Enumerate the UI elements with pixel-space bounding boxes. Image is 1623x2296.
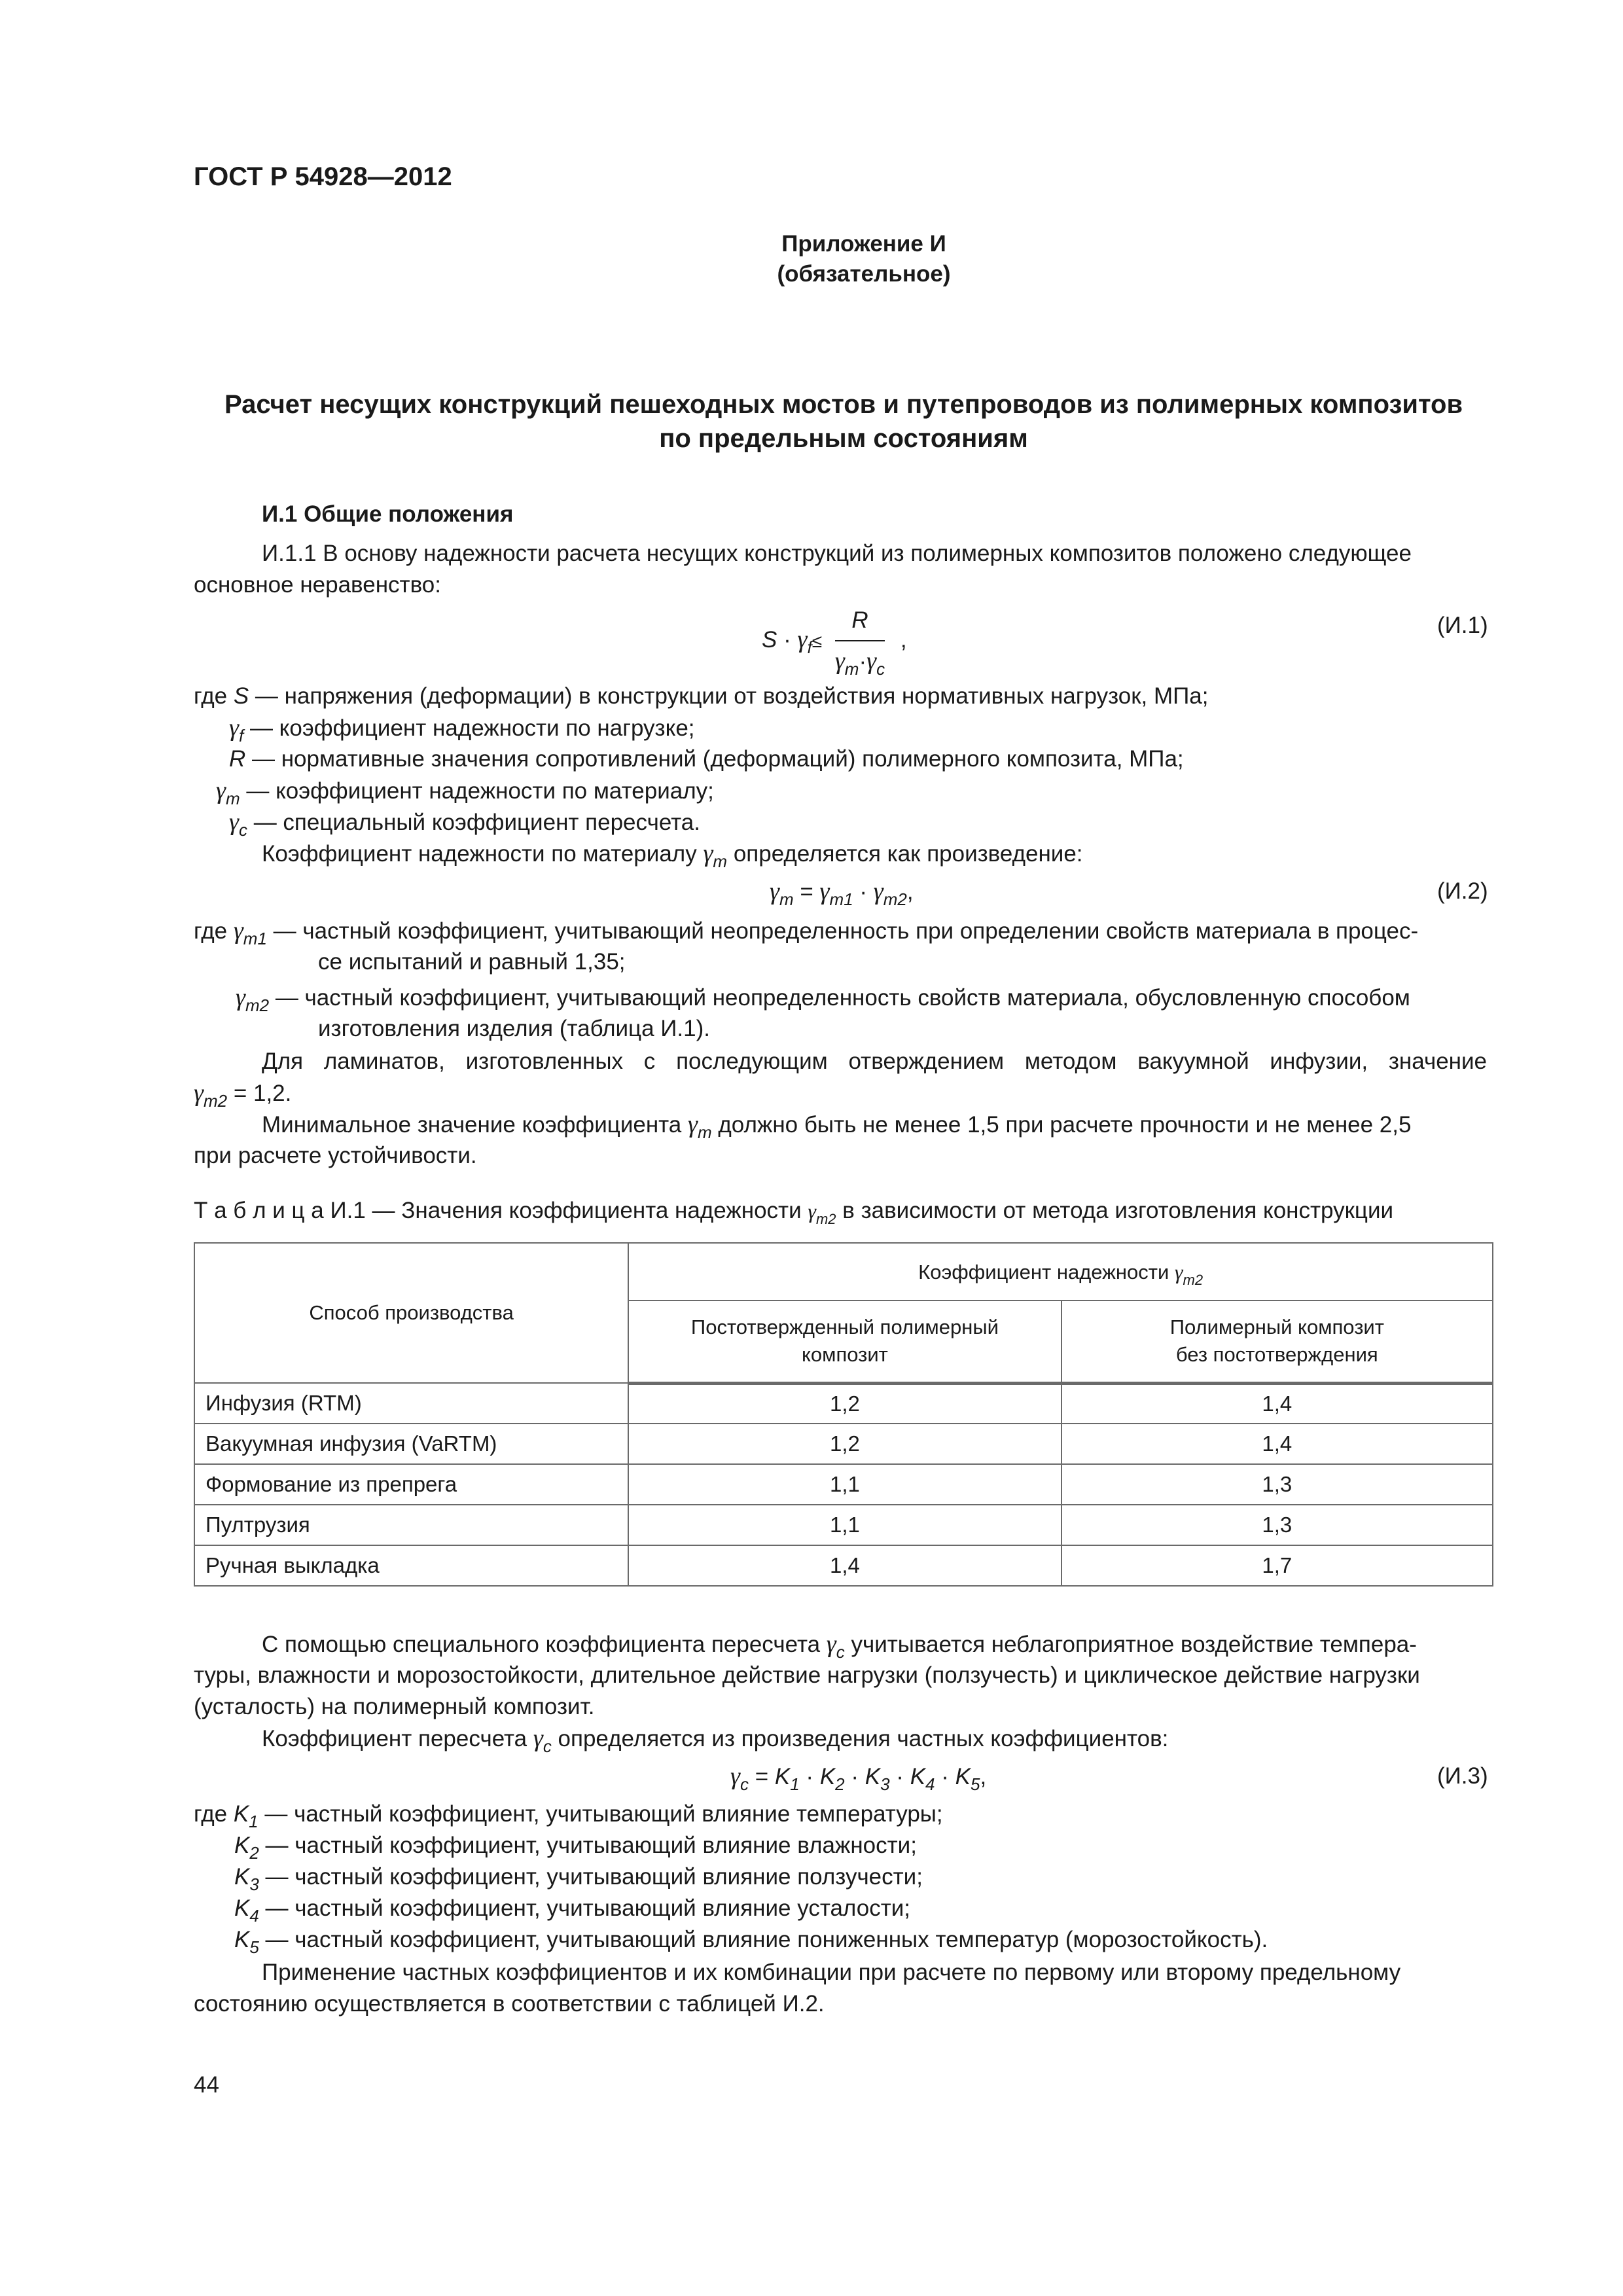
cell-not-postcured: 1,3 xyxy=(1061,1464,1493,1505)
paragraph-5-line1: С помощью специального коэффициента пересчета $\gamma_c$ учитывается неблагоприятное воздействие темпера- xyxy=(262,1630,1417,1662)
equation-1-number: (И.1) xyxy=(1437,613,1488,638)
appendix-status: (обязательное) xyxy=(777,261,951,287)
paragraph-3-line1: Для ламинатов, изготовленных с последующим отверждением методом вакуумной инфузии, значение xyxy=(262,1049,1487,1074)
table-row xyxy=(194,1505,1493,1545)
paragraph-7-line1: Применение частных коэффициентов и их комбинации при расчете по первому или второму предельному xyxy=(262,1960,1401,1985)
def-gamma-f: $\gamma_f$ — коэффициент надежности по нагрузке; xyxy=(229,714,695,745)
main-title-line1: Расчет несущих конструкций пешеходных мостов и путепроводов из полимерных композитов xyxy=(224,390,1463,419)
def-k5: $K_5$ — частный коэффициент, учитывающий влияние пониженных температур (морозостойкость). xyxy=(234,1927,1268,1957)
equation-1: $S \cdot \gamma_f\le$ $\frac{R}{\gamma_m\cdot\gamma_c}$ , xyxy=(762,602,907,680)
paragraph-1-line1: И.1.1 В основу надежности расчета несущих конструкций из полимерных композитов положено следующее xyxy=(262,541,1412,566)
cell-postcured: 1,4 xyxy=(628,1545,1061,1586)
def-gamma-c: $\gamma_c$ — специальный коэффициент пересчета. xyxy=(229,808,700,840)
cell-method: Инфузия (RTM) xyxy=(194,1383,628,1424)
def-gamma-m1-cont: се испытаний и равный 1,35; xyxy=(318,949,626,975)
paragraph-6: Коэффициент пересчета $\gamma_c$ определяется из произведения частных коэффициентов: xyxy=(262,1725,1169,1756)
cell-not-postcured: 1,7 xyxy=(1061,1545,1493,1586)
cell-method: Вакуумная инфузия (VaRTM) xyxy=(194,1424,628,1464)
cell-method: Ручная выкладка xyxy=(194,1545,628,1586)
paragraph-5-line3: (усталость) на полимерный композит. xyxy=(194,1694,595,1719)
def-gamma-m1: где $\gamma_{m1}$ — частный коэффициент, учитывающий неопределенность при определении свойств материала в процес- xyxy=(194,917,1419,948)
table-row xyxy=(194,1383,1493,1424)
def-gamma-m2-cont: изготовления изделия (таблица И.1). xyxy=(318,1016,710,1041)
header-postcured: Постотвержденный полимерный композит xyxy=(628,1300,1061,1383)
coefficient-table xyxy=(194,1242,1493,1587)
cell-postcured: 1,2 xyxy=(628,1383,1061,1424)
table-row xyxy=(194,1545,1493,1586)
table-caption: Т а б л и ц а И.1 — Значения коэффициента надежности $\gamma_{m2}$ в зависимости от метода изготовления конструкции xyxy=(194,1198,1394,1227)
header-coefficient: Коэффициент надежности $\gamma_{m2}$ xyxy=(628,1243,1493,1300)
page-number: 44 xyxy=(194,2072,219,2098)
def-s: где S — напряжения (деформации) в конструкции от воздействия нормативных нагрузок, МПа; xyxy=(194,683,1209,709)
paragraph-3-line2: $\gamma_{m2} = 1,2$. xyxy=(194,1079,292,1111)
def-k3: $K_3$ — частный коэффициент, учитывающий влияние ползучести; xyxy=(234,1864,923,1894)
section-heading: И.1 Общие положения xyxy=(262,501,514,527)
cell-postcured: 1,1 xyxy=(628,1505,1061,1545)
paragraph-4-line1: Минимальное значение коэффициента $\gamma_m$ должно быть не менее 1,5 при расчете прочности и не менее 2,5 xyxy=(262,1111,1412,1142)
table-row xyxy=(194,1424,1493,1464)
main-title-line2: по предельным состояниям xyxy=(659,424,1028,453)
def-gamma-m: $\gamma_m$ — коэффициент надежности по материалу; xyxy=(216,777,714,808)
cell-postcured: 1,1 xyxy=(628,1464,1061,1505)
cell-method: Пултрузия xyxy=(194,1505,628,1545)
equation-3-number: (И.3) xyxy=(1437,1763,1488,1789)
paragraph-7-line2: состоянию осуществляется в соответствии с таблицей И.2. xyxy=(194,1991,825,2017)
document-code: ГОСТ Р 54928—2012 xyxy=(194,162,452,191)
equation-2: $\gamma_m = \gamma_{m1} \cdot \gamma_{m2}$, xyxy=(770,878,914,909)
equation-2-number: (И.2) xyxy=(1437,878,1488,904)
def-r: R — нормативные значения сопротивлений (деформаций) полимерного композита, МПа; xyxy=(229,746,1184,772)
table-row xyxy=(194,1464,1493,1505)
def-gamma-m2: $\gamma_{m2}$ — частный коэффициент, учитывающий неопределенность свойств материала, обусловленную способом xyxy=(236,984,1410,1015)
paragraph-2: Коэффициент надежности по материалу $\gamma_m$ определяется как произведение: xyxy=(262,840,1083,871)
def-k1: где $K_1$ — частный коэффициент, учитывающий влияние температуры; xyxy=(194,1801,943,1831)
def-k4: $K_4$ — частный коэффициент, учитывающий влияние усталости; xyxy=(234,1895,911,1926)
header-not-postcured: Полимерный композит без постотверждения xyxy=(1061,1300,1493,1383)
paragraph-4-line2: при расчете устойчивости. xyxy=(194,1143,477,1168)
paragraph-5-line2: туры, влажности и морозостойкости, длительное действие нагрузки (ползучесть) и циклическое действие нагрузки xyxy=(194,1662,1420,1688)
appendix-title: Приложение И xyxy=(781,231,946,257)
cell-not-postcured: 1,4 xyxy=(1061,1383,1493,1424)
cell-not-postcured: 1,4 xyxy=(1061,1424,1493,1464)
paragraph-1-line2: основное неравенство: xyxy=(194,572,441,598)
cell-not-postcured: 1,3 xyxy=(1061,1505,1493,1545)
equation-3: $\gamma_c = K_1 \cdot K_2 \cdot K_3 \cdot K_4 \cdot K_5$, xyxy=(730,1763,987,1794)
def-k2: $K_2$ — частный коэффициент, учитывающий влияние влажности; xyxy=(234,1833,917,1863)
cell-method: Формование из препрега xyxy=(194,1464,628,1505)
cell-postcured: 1,2 xyxy=(628,1424,1061,1464)
header-method: Способ производства xyxy=(194,1243,628,1383)
